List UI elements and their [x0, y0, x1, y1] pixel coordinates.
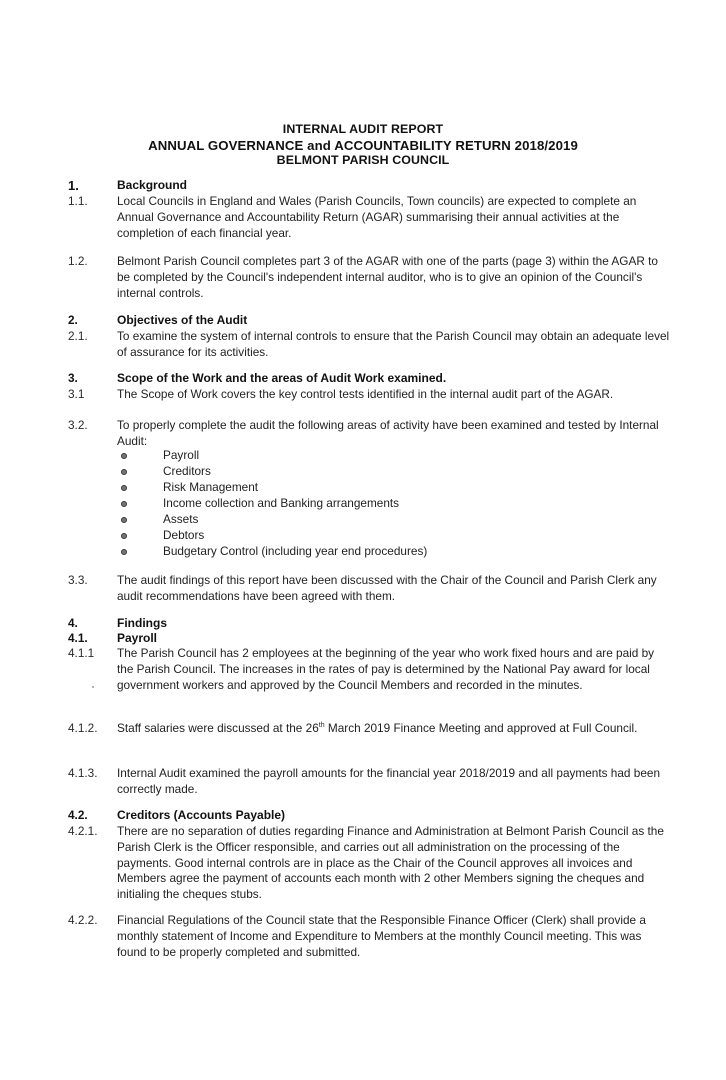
ordinal-suffix: th — [318, 722, 325, 730]
paragraph-number: 4.1.2. — [68, 721, 98, 735]
report-header — [0, 122, 726, 169]
list-item: Budgetary Control (including year end procedures) — [117, 543, 657, 559]
list-item: Risk Management — [117, 479, 657, 495]
bullet-icon — [121, 453, 127, 459]
paragraph-number: 2.1. — [68, 329, 88, 343]
list-item: Debtors — [117, 527, 657, 543]
section-number: 2. — [68, 313, 78, 327]
council-name: BELMONT PARISH COUNCIL — [276, 153, 450, 167]
paragraph-text: Internal Audit examined the payroll amounts for the financial year 2018/2019 and all payments had been correctly made. — [117, 766, 661, 796]
section-title: Payroll — [117, 631, 158, 645]
scan-speck — [92, 686, 94, 688]
section-title: Creditors (Accounts Payable) — [117, 808, 286, 822]
paragraph-text: The Parish Council has 2 employees at the beginning of the year who work fixed hours and are paid by the Parish Council. The increases in the rates of pay is determined by the National Pay award for local government workers and approved by the Council Members and recorded in the minutes. — [117, 646, 655, 692]
section-title: Background — [117, 178, 188, 192]
paragraph-text: To properly complete the audit the following areas of activity have been examined and tested by Internal Audit: — [117, 418, 659, 448]
paragraph-number: 3.3. — [68, 573, 88, 587]
paragraph-text: Financial Regulations of the Council state that the Responsible Finance Officer (Clerk) shall provide a monthly statement of Income and Expenditure to Members at the monthly Council meeting. This was found to be properly completed and submitted. — [117, 913, 646, 959]
paragraph-number: 4.1.3. — [68, 766, 98, 780]
bullet-icon — [121, 549, 127, 555]
list-item: Creditors — [117, 463, 657, 479]
list-item: Assets — [117, 511, 657, 527]
section-title: Objectives of the Audit — [117, 313, 248, 327]
paragraph-number: 4.2.2. — [68, 913, 98, 927]
section-number: 1. — [68, 178, 79, 193]
bullet-icon — [121, 485, 127, 491]
paragraph-number: 3.2. — [68, 418, 88, 432]
list-item: Income collection and Banking arrangements — [117, 495, 657, 511]
paragraph-text: To examine the system of internal controls to ensure that the Parish Council may obtain an adequate level of assurance for its activities. — [117, 329, 670, 359]
paragraph-number: 1.2. — [68, 254, 88, 268]
paragraph-number: 4.1.1 — [68, 646, 95, 660]
bullet-icon — [121, 533, 127, 539]
paragraph-number: 4.2.1. — [68, 824, 98, 838]
paragraph-text: Staff salaries were discussed at the 26th March 2019 Finance Meeting and approved at Full Council. — [117, 721, 638, 735]
bullet-icon — [121, 469, 127, 475]
paragraph-text: The audit findings of this report have been discussed with the Chair of the Council and Parish Clerk any audit recommendations have been agreed with them. — [117, 573, 657, 603]
paragraph-text: Belmont Parish Council completes part 3 of the AGAR with one of the parts (page 3) within the AGAR to be completed by the Council's independent internal auditor, who is to give an opinion of the Council's internal controls. — [117, 254, 658, 300]
paragraph-number: 3.1 — [68, 387, 85, 401]
bullet-icon — [121, 501, 127, 507]
list-item: Payroll — [117, 447, 657, 463]
paragraph-text: There are no separation of duties regarding Finance and Administration at Belmont Parish Council as the Parish Clerk is the Officer responsible, and carries out all administration on the processing of the payments. Good internal controls are in place as the Chair of the Council approves all invoices and Members agree the payment of accounts each month with 2 other Members signing the cheques and initialing the cheques stubs. — [117, 824, 664, 902]
paragraph-number: 1.1. — [68, 194, 88, 208]
bullet-icon — [121, 517, 127, 523]
section-title: Scope of the Work and the areas of Audit Work examined. — [117, 371, 447, 385]
section-number: 4.1. — [68, 631, 88, 645]
paragraph-text: Local Councils in England and Wales (Parish Councils, Town councils) are expected to complete an Annual Governance and Accountability Return (AGAR) summarising their annual activities at the completion of each financial year. — [117, 194, 637, 240]
report-title: INTERNAL AUDIT REPORT — [282, 122, 444, 136]
section-title: Findings — [117, 616, 167, 630]
section-number: 4. — [68, 616, 78, 630]
section-number: 4.2. — [68, 808, 88, 822]
report-subtitle: ANNUAL GOVERNANCE and ACCOUNTABILITY RETURN 2018/2019 — [148, 137, 578, 153]
paragraph-text: The Scope of Work covers the key control tests identified in the internal audit part of the AGAR. — [117, 387, 614, 401]
section-number: 3. — [68, 371, 78, 385]
